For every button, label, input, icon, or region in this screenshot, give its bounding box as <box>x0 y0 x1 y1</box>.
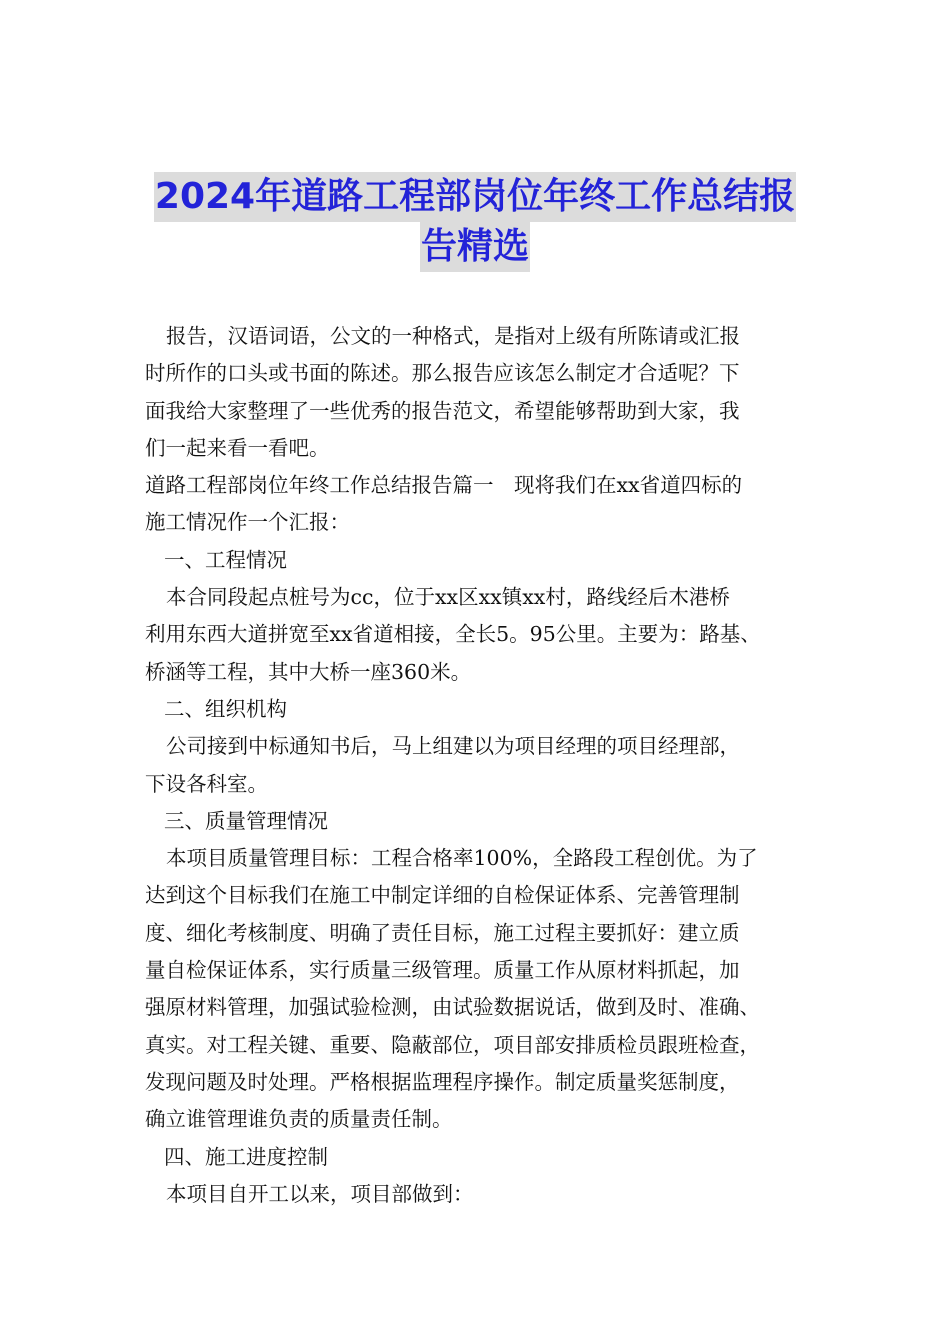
intro-line-3: 面我给大家整理了一些优秀的报告范文，希望能够帮助到大家，我 <box>145 398 740 423</box>
heading-project-overview: 一、工程情况 <box>164 547 287 572</box>
organization-line-2: 下设各科室。 <box>145 771 268 796</box>
intro-line-1: 报告，汉语词语，公文的一种格式，是指对上级有所陈请或汇报 <box>166 324 740 348</box>
quality-line-7: 发现问题及时处理。严格根据监理程序操作。制定质量奖惩制度， <box>145 1069 740 1094</box>
title-line-1: 2024年道路工程部岗位年终工作总结报 <box>154 172 796 222</box>
quality-line-2: 达到这个目标我们在施工中制定详细的自检保证体系、完善管理制 <box>145 883 740 908</box>
quality-line-5: 强原材料管理，加强试验检测，由试验数据说话，做到及时、准确、 <box>145 995 760 1020</box>
intro-line-4: 们一起来看一看吧。 <box>145 435 330 460</box>
title-line-2: 告精选 <box>420 222 530 272</box>
section-intro-line-1: 道路工程部岗位年终工作总结报告篇一 现将我们在xx省道四标的 <box>145 473 743 498</box>
heading-organization: 二、组织机构 <box>164 696 287 721</box>
project-overview-line-3: 桥涵等工程，其中大桥一座360米。 <box>145 659 472 684</box>
project-overview-line-2: 利用东西大道拼宽至xx省道相接，全长5。95公里。主要为：路基、 <box>145 622 761 647</box>
project-overview-line-1: 本合同段起点桩号为cc，位于xx区xx镇xx村，路线经后木港桥 <box>166 585 730 610</box>
quality-line-8: 确立谁管理谁负责的质量责任制。 <box>145 1107 453 1132</box>
heading-quality-management: 三、质量管理情况 <box>164 808 328 833</box>
quality-line-1: 本项目质量管理目标：工程合格率100%，全路段工程创优。为了 <box>166 846 758 871</box>
intro-line-2: 时所作的口头或书面的陈述。那么报告应该怎么制定才合适呢？下 <box>145 361 740 386</box>
heading-schedule-control: 四、施工进度控制 <box>164 1144 328 1169</box>
schedule-line-1: 本项目自开工以来，项目部做到： <box>166 1181 474 1206</box>
quality-line-4: 量自检保证体系，实行质量三级管理。质量工作从原材料抓起，加 <box>145 958 740 983</box>
quality-line-3: 度、细化考核制度、明确了责任目标，施工过程主要抓好：建立质 <box>145 920 740 945</box>
organization-line-1: 公司接到中标通知书后，马上组建以为项目经理的项目经理部， <box>166 734 740 759</box>
section-intro-line-2: 施工情况作一个汇报： <box>145 510 350 535</box>
document-body <box>145 318 835 1213</box>
document-title <box>100 172 850 272</box>
quality-line-6: 真实。对工程关键、重要、隐蔽部位，项目部安排质检员跟班检查， <box>145 1032 760 1057</box>
